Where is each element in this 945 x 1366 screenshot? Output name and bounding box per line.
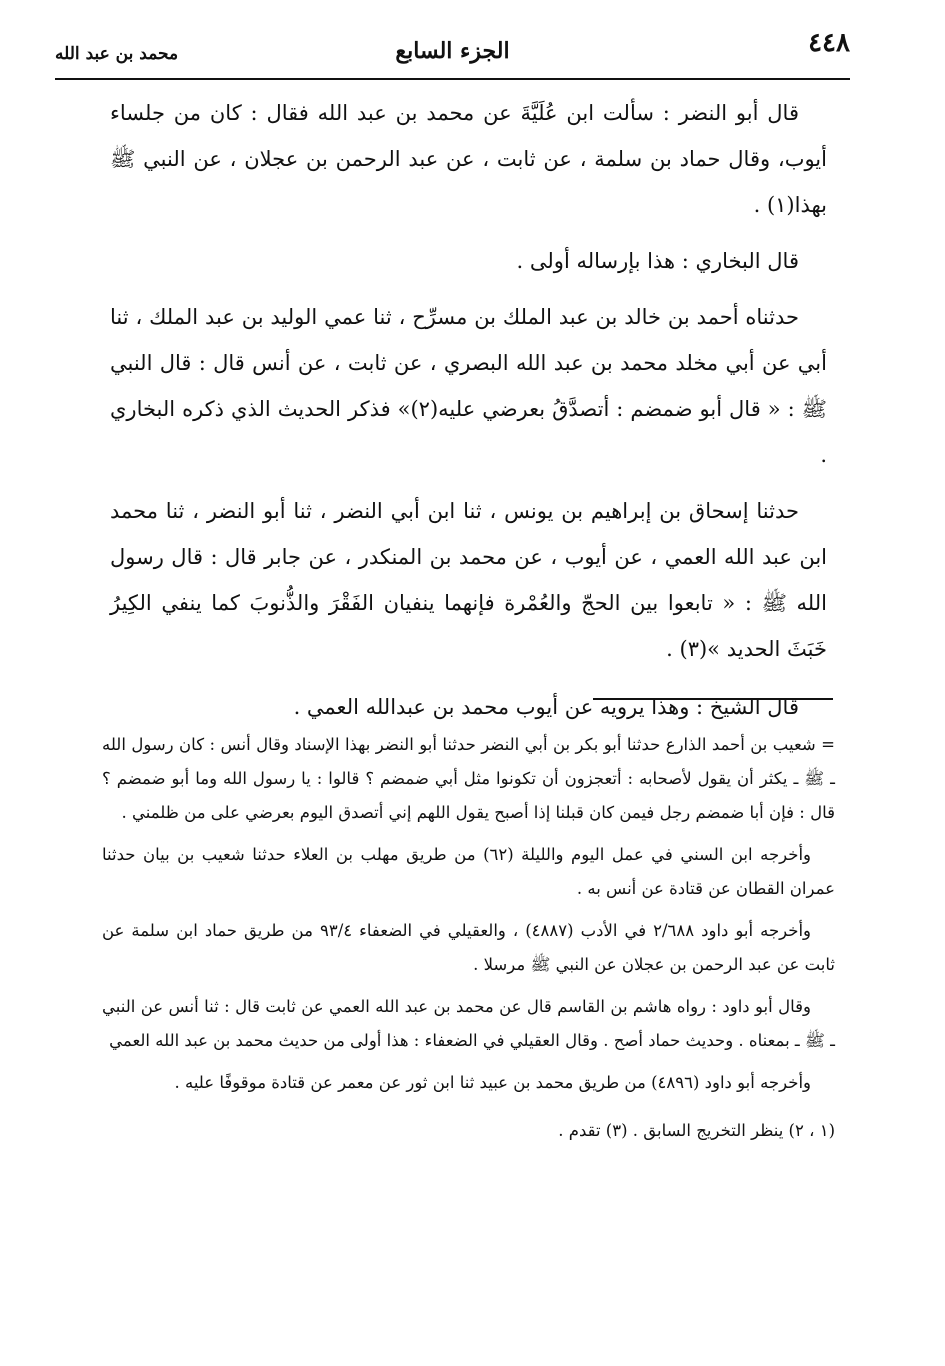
page-number: ٤٤٨ (808, 28, 850, 58)
section-title: الجزء السابع (395, 38, 510, 64)
main-text (110, 90, 827, 740)
footnote-paragraph: وأخرجه أبو داود ٢/٦٨٨ في الأدب (٤٨٨٧) ، والعقيلي في الضعفاء ٩٣/٤ من طريق حماد ابن سلمة عن ثابت عن عبد الرحمن بن عجلان عن النبي ﷺ مرسلا . (102, 921, 835, 974)
footnote-paragraph: = شعيب بن أحمد الذارع حدثنا أبو بكر بن أبي النضر حدثنا أبو النضر بهذا الإسناد وقال أنس : كان رسول الله ـ ﷺ ـ يكثر أن يقول لأصحابه : أتعجزون أن تكونوا مثل أبي ضمضم ؟ قالوا : يا رسول الله وما أبو ضمضم ؟ قال : فإن أبا ضمضم رجل فيمن كان قبلنا إذا أصبح يقول اللهم إني أتصدق اليوم بعرضي على من ظلمني . (102, 735, 835, 822)
main-paragraph: قال أبو النضر : سألت ابن عُلَيَّةَ عن محمد بن عبد الله فقال : كان من جلساء أيوب، وقال حماد بن سلمة ، عن ثابت ، عن عبد الرحمن بن عجلان ، عن النبي ﷺ بهذا(١) . (110, 101, 827, 217)
main-paragraph: حدثناه أحمد بن خالد بن عبد الملك بن مسرِّح ، ثنا عمي الوليد بن عبد الملك ، ثنا أبي عن أبي مخلد محمد بن عبد الله البصري ، عن ثابت ، عن أنس قال : قال النبي ﷺ : « قال أبو ضمضم : أتصدَّقُ بعرضي عليه(٢)» فذكر الحديث الذي ذكره البخاري . (110, 305, 828, 467)
footnotes (102, 728, 835, 1156)
header-divider (55, 78, 850, 80)
footnote-divider (593, 698, 833, 700)
page-header (55, 28, 850, 76)
footnote-paragraph: وأخرجه ابن السني في عمل اليوم والليلة (٦٢) من طريق مهلب بن العلاء حدثنا شعيب بن بيان حدثنا عمران القطان عن قتادة عن أنس به . (102, 845, 835, 898)
main-paragraph: حدثنا إسحاق بن إبراهيم بن يونس ، ثنا ابن أبي النضر ، ثنا أبو النضر ، ثنا محمد ابن عبد الله العمي ، عن أيوب ، عن محمد بن المنكدر ، عن جابر قال : قال رسول الله ﷺ : « تابعوا بين الحجّ والعُمْرة فإنهما ينفيان الفَقْرَ والذُّنوبَ كما ينفي الكِيرُ خَبَثَ الحديد »(٣) . (110, 499, 827, 661)
main-paragraph: قال الشيخ : وهذا يرويه عن أيوب محمد بن عبدالله العمي . (293, 695, 799, 719)
main-paragraph: قال البخاري : هذا بإرساله أولى . (516, 249, 799, 273)
footnote-paragraph: وأخرجه أبو داود (٤٨٩٦) من طريق محمد بن عبيد ثنا ابن ثور عن معمر عن قتادة موقوفًا عليه . (174, 1073, 811, 1092)
running-title: محمد بن عبد الله (55, 44, 179, 64)
footnote-references: (١ ، ٢) ينظر التخريج السابق . (٣) تقدم . (558, 1121, 835, 1140)
footnote-paragraph: وقال أبو داود : رواه هاشم بن القاسم قال عن محمد بن عبد الله العمي عن ثابت قال : ثنا أنس عن النبي ـ ﷺ ـ بمعناه . وحديث حماد أصح . وقال العقيلي في الضعفاء : هذا أولى من حديث محمد بن عبد الله العمي (102, 997, 835, 1050)
